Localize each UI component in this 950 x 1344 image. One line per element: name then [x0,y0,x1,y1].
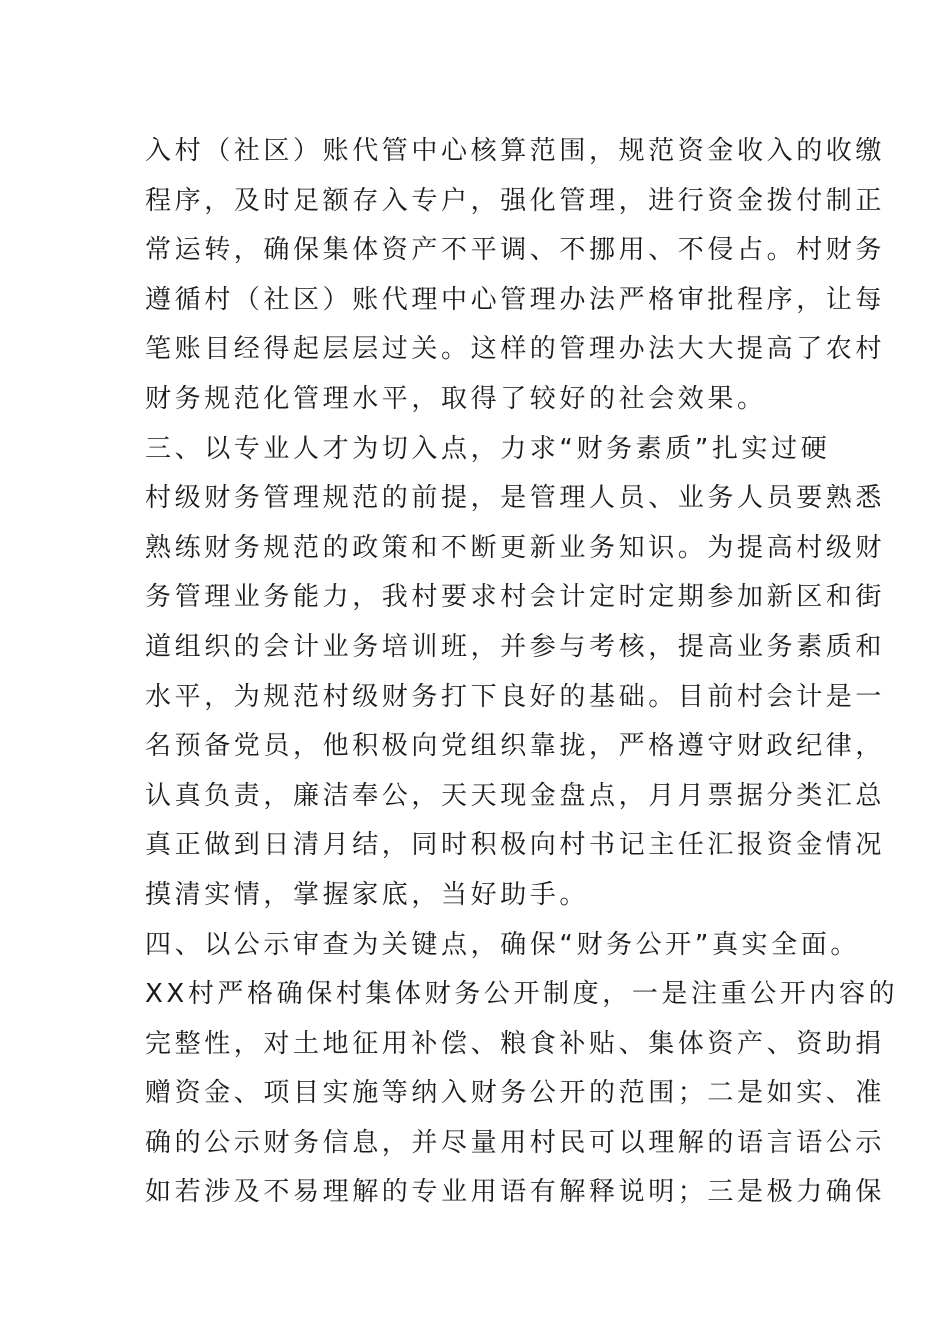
section-heading: 三、以专业人才为切入点，力求“财务素质”扎实过硬 [145,433,831,464]
text-line: 财务规范化管理水平，取得了较好的社会效果。 [145,383,767,414]
text-line: 常运转，确保集体资产不平调、不挪用、不侵占。村财务 [145,235,886,266]
text-line: 笔账目经得起层层过关。这样的管理办法大大提高了农村 [145,334,886,365]
text-line: 熟练财务规范的政策和不断更新业务知识。为提高村级财 [145,532,886,563]
text-line: 村级财务管理规范的前提，是管理人员、业务人员要熟悉 [145,483,886,514]
section-heading: 四、以公示审查为关键点，确保“财务公开”真实全面。 [145,929,860,960]
text-line: 名预备党员，他积极向党组织靠拢，严格遵守财政纪律， [145,731,886,762]
text-line: 完整性，对土地征用补偿、粮食补贴、集体资产、资助捐 [145,1028,886,1059]
text-line: 道组织的会计业务培训班，并参与考核，提高业务素质和 [145,631,886,662]
text-line: XX村严格确保村集体财务公开制度，一是注重公开内容的 [145,979,899,1010]
text-line: 水平，为规范村级财务打下良好的基础。目前村会计是一 [145,681,886,712]
body-text [145,127,899,1218]
text-line: 认真负责，廉洁奉公，天天现金盘点，月月票据分类汇总 [145,780,886,811]
text-line: 如若涉及不易理解的专业用语有解释说明；三是极力确保 [145,1177,886,1208]
text-line: 入村（社区）账代管中心核算范围，规范资金收入的收缴 [145,136,886,166]
text-line: 赠资金、项目实施等纳入财务公开的范围；二是如实、准 [145,1078,886,1109]
text-line: 确的公示财务信息，并尽量用村民可以理解的语言语公示 [145,1127,886,1158]
text-line: 遵循村（社区）账代理中心管理办法严格审批程序，让每 [145,284,886,315]
text-line: 真正做到日清月结，同时积极向村书记主任汇报资金情况 [145,830,886,861]
text-line: 程序，及时足额存入专户，强化管理，进行资金拨付制正 [145,185,886,216]
text-line: 摸清实情，掌握家底，当好助手。 [145,879,590,910]
text-line: 务管理业务能力，我村要求村会计定时定期参加新区和街 [145,582,886,613]
